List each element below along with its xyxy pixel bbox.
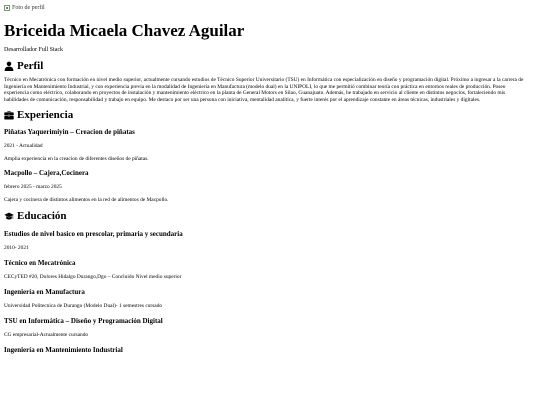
profile-photo-alt-text: Foto de perfil	[12, 5, 45, 11]
experience-title: Macpollo – Cajera,Cocinera	[4, 169, 89, 178]
education-item	[4, 288, 536, 310]
experiencia-section	[4, 108, 536, 204]
perfil-section	[4, 59, 536, 103]
educacion-section	[4, 209, 536, 355]
experience-item	[4, 169, 536, 204]
experience-description: Amplia experiencia en la creacion de diferentes diseños de piñatas.	[4, 156, 149, 163]
education-item	[4, 317, 536, 339]
education-item	[4, 230, 536, 252]
educacion-title: Educación	[17, 210, 67, 223]
education-title: Estudios de nivel basico en prescolar, primaria y secundaria	[4, 230, 183, 239]
experiencia-heading	[4, 108, 536, 122]
full-name: Briceida Micaela Chavez Aguilar	[4, 21, 245, 40]
job-role: Desarrollador Full Stack	[4, 47, 63, 53]
education-detail: CG empresarial-Actualmente cursando	[4, 332, 89, 339]
graduation-cap-icon	[4, 211, 14, 221]
educacion-heading	[4, 209, 536, 223]
education-detail: CECyTED #20, Dolores Hidalgo Durango,Dgo – Concluido Nivel medio superior	[4, 274, 182, 281]
experience-period: febrero 2025 - marzo 2025	[4, 184, 62, 191]
education-title: Ingeniería en Mantenimiento Industrial	[4, 346, 123, 355]
perfil-title: Perfil	[17, 60, 44, 72]
broken-image-icon	[4, 5, 10, 11]
user-icon	[4, 61, 14, 71]
resume-page	[4, 4, 536, 355]
experience-period: 2021 - Actualidad	[4, 143, 43, 150]
briefcase-icon	[4, 110, 14, 120]
education-title: TSU en Informática – Diseño y Programación Digital	[4, 317, 163, 326]
education-title: Técnico en Mecatrónica	[4, 259, 76, 268]
experience-description: Cajera y cocinera de distintos alimentos en la red de alimentos de Macpollo.	[4, 197, 169, 204]
education-item	[4, 346, 536, 355]
education-title: Ingeniería en Manufactura	[4, 288, 85, 297]
profile-photo	[4, 4, 536, 12]
education-detail: 2010- 2021	[4, 245, 29, 252]
education-item	[4, 259, 536, 281]
perfil-text: Técnico en Mecatrónica con formación en nivel medio superior, actualmente cursando estudios de Técnico Superior Universitario (TSU) en Informática con especialización en diseño y programación digital. Próximo a ingresar a la carrera de Ingeniería en Mantenimiento Industrial, y con experiencia previa en la modalidad de Ingeniería en Manufactura (modelo dual) en la UNIPOLI, lo que me permitió combinar teoría con práctica en entornos reales de producción. Poseo experiencia como eléctrico, colaborando en proyectos de instalación y mantenimiento eléctrico en la planta de General Motors en Silao, Guanajuato. Además, he trabajado en servicio al cliente en distintos negocios, fortaleciendo mis habilidades de comunicación, responsabilidad y trabajo en equipo. Me destaco por ser una persona con iniciativa, mentalidad analítica, y fuerte interés por el aprendizaje constante en áreas técnicas, industriales y digitales.	[4, 77, 524, 103]
experience-title: Piñatas Yaquerimiyin – Creacion de piñatas	[4, 128, 135, 137]
experience-item	[4, 128, 536, 163]
education-detail: Universidad Politecnica de Durango (Modelo Dual)- 1 semestres cursado	[4, 303, 163, 310]
perfil-heading	[4, 59, 536, 73]
experiencia-title: Experiencia	[17, 109, 74, 122]
